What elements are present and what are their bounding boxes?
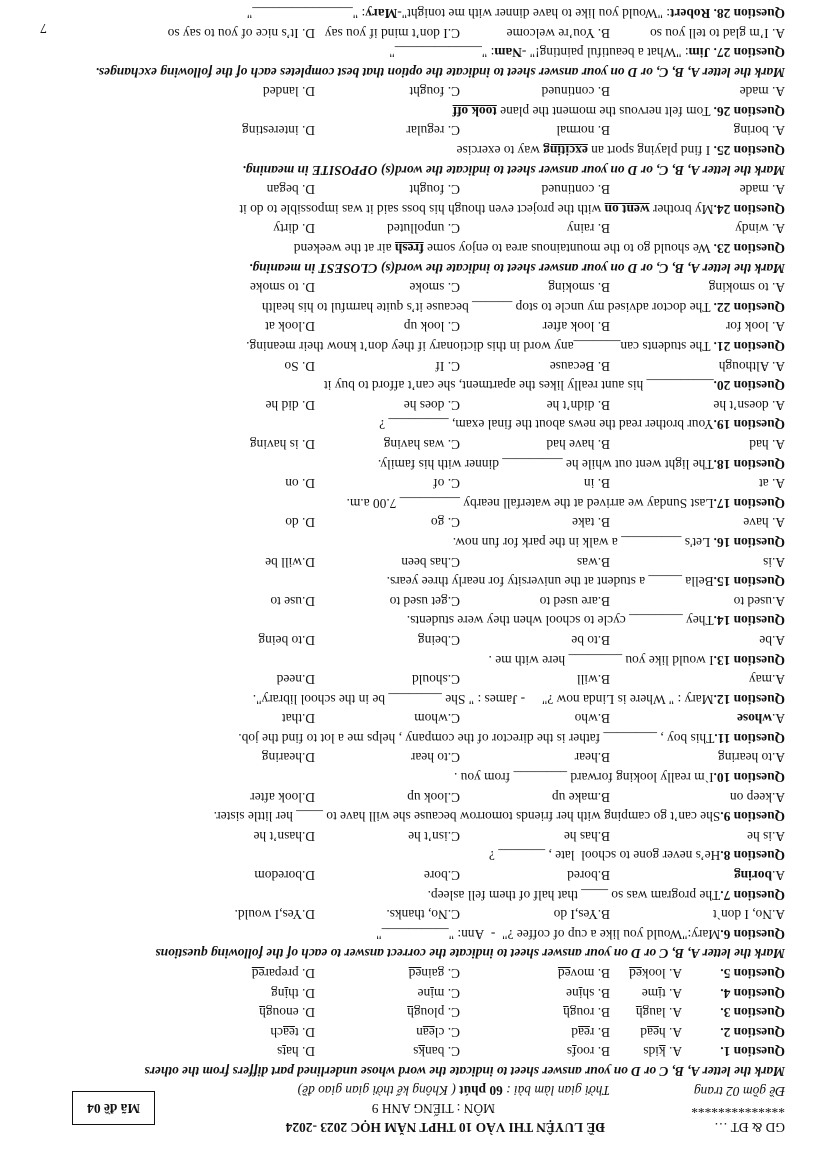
- answer-option: D.Yes,I would.: [234, 907, 315, 923]
- pronunciation-row: [35, 963, 785, 983]
- instruction-pronunciation: Mark the letter A, B, C or D on your answer sheet to indicate the word whose underlined part differs from the others: [144, 1064, 785, 1079]
- question-text: Question 15.Bella _____ a student at the university for nearly three years.: [386, 574, 785, 590]
- answer-option: A.be: [759, 632, 785, 648]
- question-text: Question 13.I would like you ________ here with me .: [488, 652, 785, 668]
- exam-title: ĐỀ LUYỆN THI VÀO 10 THPT NĂM HỌC 2023 -2024: [285, 1120, 605, 1135]
- option-suffix: d: [640, 1024, 648, 1040]
- answer-option: B. have had: [546, 437, 610, 452]
- exam-code-box: Mã đề 04: [72, 1091, 155, 1125]
- question-text: Question 25. I find playing sport an exciting way to exercise: [456, 143, 785, 159]
- option-suffix: ne: [566, 985, 579, 1001]
- answer-option: [145, 963, 315, 983]
- answer-option: [460, 1003, 610, 1023]
- answer-option: D.need: [276, 672, 315, 688]
- answer-option: [460, 1022, 610, 1042]
- page-number: 7: [40, 20, 47, 35]
- option-prefix: D. prepar: [264, 966, 315, 982]
- answer-option: A.boring: [734, 868, 785, 884]
- question-text: Question 11.This boy , ________ father is the director of the company , helps me a lot to find the job.: [238, 730, 785, 746]
- question-text: Question 7.The program was so ____ that half of them fell asleep.: [427, 887, 785, 903]
- option-prefix: B. mov: [570, 966, 610, 982]
- options-row: [35, 395, 785, 415]
- time-prefix: Thời gian làm bài :: [506, 1083, 610, 1098]
- answer-option: B. normal: [556, 123, 610, 139]
- department-label: GD & ĐT …: [714, 1120, 785, 1135]
- question-text: Question 9.She can’t go camping with her friends tomorrow because she will have to ____ her little sister.: [213, 809, 785, 825]
- option-prefix: C. cl: [434, 1024, 460, 1040]
- answer-option: B.make up: [551, 789, 610, 805]
- answer-option: C.whom: [414, 711, 460, 727]
- exchange-questions: [35, 3, 785, 62]
- underlined-part: ea: [647, 1024, 659, 1040]
- underlined-part: i: [658, 985, 662, 1001]
- answer-option: A.No, I don`t: [712, 907, 785, 923]
- option-prefix: D. enou: [272, 1005, 315, 1021]
- answer-option: A. look for: [725, 319, 785, 335]
- answer-option: A.may: [748, 672, 785, 688]
- options-row: [35, 865, 785, 885]
- answer-option: [145, 1022, 315, 1042]
- answer-option: D.use to: [270, 593, 315, 609]
- answer-option: B.to be: [571, 632, 610, 648]
- option-prefix: A. t: [661, 985, 682, 1001]
- answer-option: D. It’s nice of you to say so: [167, 25, 315, 41]
- options-row: [35, 317, 785, 337]
- answer-option: D. on: [285, 476, 315, 492]
- answer-option: B. rainy: [566, 221, 610, 237]
- options-row: [35, 787, 785, 807]
- answer-option: D.that: [281, 711, 315, 727]
- answer-option: B.has he: [563, 828, 610, 844]
- question-text: Question 14.They ________ cycle to school when they were students.: [406, 613, 785, 629]
- option-suffix: ch: [270, 1024, 284, 1040]
- answer-option: C. fought: [409, 84, 460, 100]
- underlined-part: ed: [629, 966, 642, 982]
- underlined-part: ed: [408, 966, 422, 982]
- pronunciation-row: [35, 1003, 785, 1023]
- answer-option: C. regular: [406, 123, 460, 139]
- option-prefix: B. roo: [576, 1044, 610, 1060]
- question-label: Question 3.: [720, 1005, 785, 1021]
- answer-option: [145, 1042, 315, 1062]
- options-row: [35, 552, 785, 572]
- options-row: [35, 905, 785, 925]
- underlined-part: ea: [422, 1024, 435, 1040]
- answer-option: C.bore: [423, 868, 460, 884]
- answer-option: D.hearing: [261, 750, 315, 766]
- answer-option: B.bored: [567, 868, 610, 884]
- answer-option: B.who: [574, 711, 610, 727]
- answer-option: [610, 963, 682, 983]
- underlined-part: gh: [407, 1005, 421, 1021]
- option-prefix: B. r: [589, 1024, 610, 1040]
- option-prefix: C. ban: [425, 1044, 460, 1060]
- options-row: [35, 23, 785, 43]
- answer-option: D. did he: [265, 397, 315, 413]
- instruction-closest: Mark the letter A, B, C, or D on your answer sheet to indicate the word(s) CLOSEST in meaning.: [249, 260, 785, 276]
- underlined-part: k: [418, 1044, 426, 1060]
- instruction-grammar: Mark the letter A, B, C or D on your answer sheet to indicate the correct answer to each of the following questions: [155, 946, 785, 962]
- question-label: Question 5.: [720, 966, 785, 982]
- question-text: Question 16. Let's _________ a walk in the park for fun now.: [452, 534, 785, 550]
- pronunciation-row: [35, 1042, 785, 1062]
- answer-option: D.to being: [258, 632, 315, 648]
- options-row: [35, 748, 785, 768]
- options-row: [35, 630, 785, 650]
- answer-option: [315, 1003, 460, 1023]
- answer-option: A. Although: [718, 358, 785, 374]
- exam-content: [35, 3, 785, 1137]
- answer-option: D. dirty: [273, 221, 315, 237]
- underlined-part: k: [658, 1044, 666, 1060]
- option-suffix: n: [416, 1024, 423, 1040]
- grammar-questions: [35, 278, 785, 944]
- answer-option: C. was having: [383, 437, 460, 452]
- answer-option: B. in: [583, 476, 610, 492]
- options-row: [35, 121, 785, 141]
- answer-option: D.will be: [265, 554, 315, 570]
- answer-option: D. landed: [262, 84, 315, 100]
- answer-option: C.has been: [401, 554, 460, 570]
- question-text: Question 20.__________ his aunt really likes the apartment, she can’t afford to buy it: [323, 378, 785, 394]
- answer-option: A.to hearing: [718, 750, 785, 766]
- pronunciation-row: [35, 983, 785, 1003]
- answer-option: D. do: [285, 515, 315, 531]
- answer-option: A.whose: [737, 711, 785, 727]
- answer-option: A. windy: [735, 221, 785, 237]
- answer-option: [315, 1022, 460, 1042]
- option-prefix: D. th: [288, 985, 315, 1001]
- answer-option: D. So: [284, 358, 315, 374]
- answer-option: [610, 1042, 682, 1062]
- underlined-part: i: [578, 985, 583, 1001]
- underlined-part: ea: [578, 1024, 590, 1040]
- question-text: Question 18.The light went out while he _________ dinner with his family.: [377, 456, 785, 472]
- answer-option: D. began: [266, 182, 315, 198]
- answer-option: [610, 1003, 682, 1023]
- question-text: Question 23. We should go to the mountainous area to enjoy some fresh air at the weekend: [293, 241, 785, 257]
- underlined-part: t: [282, 1044, 286, 1060]
- pronunciation-questions: [35, 963, 785, 1061]
- answer-option: [460, 983, 610, 1003]
- answer-option: A.is: [763, 554, 785, 570]
- options-row: [35, 82, 785, 102]
- answer-option: B.are used to: [539, 593, 610, 609]
- answer-option: D.boredom: [254, 868, 315, 884]
- option-prefix: B. rou: [576, 1005, 610, 1021]
- option-prefix: A. lau: [649, 1005, 682, 1021]
- answer-option: A.used to: [733, 593, 785, 609]
- question-text: Question 10.I`m really looking forward ________ from you .: [453, 770, 785, 786]
- question-label: Question 2.: [720, 1024, 785, 1040]
- option-suffix: ng: [271, 985, 285, 1001]
- option-prefix: C. gain: [421, 966, 460, 982]
- question-text: Question 26. Tom felt nervous the moment the plane took off: [452, 103, 785, 119]
- answer-option: C. of: [433, 476, 460, 492]
- answer-option: D.look after: [250, 789, 315, 805]
- option-suffix: s: [566, 1044, 573, 1060]
- option-suffix: ne: [417, 985, 431, 1001]
- answer-option: B. You’re welcome: [506, 25, 610, 41]
- question-text: Question 22. The doctor advised my uncle to stop ______ because it’s quite harmful to his health: [261, 299, 785, 315]
- answer-option: C.get used to: [389, 593, 460, 609]
- options-row: [35, 434, 785, 454]
- question-text: Question 8.He’s never gone to school late , _______ ?: [488, 848, 785, 864]
- answer-option: [610, 983, 682, 1003]
- pronunciation-row: [35, 1022, 785, 1042]
- option-prefix: C. m: [433, 985, 460, 1001]
- opposite-meaning-questions: [35, 82, 785, 160]
- instruction-exchanges: Mark the letter A, B, C, or D on your answer sheet to indicate the option that best completes each of the following exchanges.: [95, 64, 785, 80]
- answer-option: A. doesn’t he: [713, 397, 785, 413]
- option-prefix: B. sh: [582, 985, 610, 1001]
- options-row: [35, 709, 785, 729]
- answer-option: [145, 1003, 315, 1023]
- option-suffix: s: [277, 1044, 283, 1060]
- answer-option: [315, 1042, 460, 1062]
- answer-option: B. look after: [542, 319, 610, 335]
- option-suffix: s: [413, 1044, 419, 1060]
- underlined-part: f: [572, 1044, 577, 1060]
- option-suffix: me: [641, 985, 659, 1001]
- underlined-part: i: [284, 985, 289, 1001]
- question-text: Question 28. Robert: "Would you like to have dinner with me tonight"-Mary: "_______________": [246, 5, 785, 21]
- answer-option: [145, 983, 315, 1003]
- options-row: [35, 513, 785, 533]
- question-text: Question 27. Jim: "What a beautiful painting!" -Nam: "_____________": [389, 45, 785, 61]
- options-row: [35, 591, 785, 611]
- answer-option: [460, 963, 610, 983]
- answer-option: C. look up: [403, 319, 460, 335]
- answer-option: C. fought: [409, 182, 460, 198]
- subject-label: MÔN : TIẾNG ANH 9: [371, 1101, 495, 1116]
- answer-option: C.No, thanks.: [386, 907, 460, 923]
- answer-option: [315, 983, 460, 1003]
- closest-meaning-questions: [35, 180, 785, 258]
- answer-option: B.will: [576, 672, 610, 688]
- options-row: [35, 356, 785, 376]
- answer-option: A.is he: [747, 828, 785, 844]
- answer-option: C. smoke: [409, 280, 460, 296]
- answer-option: C.to hear: [410, 750, 460, 766]
- options-row: [35, 219, 785, 239]
- underlined-part: ea: [283, 1024, 295, 1040]
- answer-option: A. at: [758, 476, 785, 492]
- underlined-part: gh: [259, 1005, 273, 1021]
- answer-option: [460, 1042, 610, 1062]
- answer-option: A. to smoking: [708, 280, 785, 296]
- question-text: Question 6.Mary:"Would you like a cup of coffee ?" - Ann: "__________": [376, 926, 785, 942]
- answer-option: A. made: [739, 182, 785, 198]
- option-suffix: ids: [643, 1044, 659, 1060]
- answer-option: C.I don’t mind if you say: [324, 25, 460, 41]
- answer-option: B.was: [576, 554, 610, 570]
- underlined-part: gh: [563, 1005, 577, 1021]
- page-count-note: Đề gồm 02 trang: [693, 1084, 785, 1099]
- option-prefix: A.: [665, 1044, 682, 1060]
- time-note: [298, 1080, 610, 1100]
- answer-option: B.hear: [574, 750, 610, 766]
- underlined-part: ed: [557, 966, 571, 982]
- exam-header: [35, 1081, 785, 1137]
- option-prefix: D. t: [294, 1024, 315, 1040]
- answer-option: A. boring: [733, 123, 785, 139]
- option-prefix: D. ha: [285, 1044, 315, 1060]
- answer-option: C. If: [435, 358, 460, 374]
- underlined-part: ed: [251, 966, 265, 982]
- answer-option: A.keep on: [729, 789, 785, 805]
- options-row: [35, 180, 785, 200]
- instruction-opposite: Mark the letter A, B, C, or D on your answer sheet to indicate the word(s) OPPOSITE in meaning.: [242, 162, 785, 178]
- options-row: [35, 826, 785, 846]
- time-duration: 60 phút: [459, 1083, 503, 1098]
- option-prefix: C. plou: [420, 1005, 460, 1021]
- answer-option: [315, 963, 460, 983]
- answer-option: A. had: [749, 437, 785, 452]
- answer-option: D.hasn’t he: [253, 828, 315, 844]
- answer-option: [610, 1022, 682, 1042]
- answer-option: D. interesting: [242, 123, 315, 139]
- question-label: Question 1.: [720, 1044, 785, 1060]
- answer-option: C.isn’t he: [408, 828, 460, 844]
- answer-option: C. unpolluted: [387, 221, 460, 237]
- answer-option: B.Yes,I do: [553, 907, 610, 923]
- answer-option: D. is having: [249, 437, 315, 452]
- question-text: Question 12.Mary : " Where is Linda now ?" - James : " She ________ be in the school library".: [252, 691, 785, 707]
- answer-option: C.look up: [407, 789, 460, 805]
- answer-option: C. does he: [403, 397, 460, 413]
- answer-option: B. continued: [541, 182, 610, 198]
- question-label: Question 4.: [720, 985, 785, 1001]
- answer-option: C. go: [430, 515, 460, 531]
- star-divider: **************: [691, 1101, 785, 1116]
- answer-option: B. didn’t he: [546, 397, 610, 413]
- answer-option: A. made: [739, 84, 785, 100]
- answer-option: A. have: [743, 515, 785, 531]
- answer-option: D. to smoke: [249, 280, 315, 296]
- answer-option: B. take: [572, 515, 610, 531]
- question-text: Question 21. The students can_______any word in this dictionary if they don’t know their meaning.: [246, 339, 785, 355]
- underlined-part: gh: [635, 1005, 650, 1021]
- underlined-part: i: [430, 985, 434, 1001]
- answer-option: C.being: [417, 632, 460, 648]
- options-row: [35, 474, 785, 494]
- question-text: Question 17.Last Sunday we arrived at the waterfall nearby _________ 7.00 a.m.: [346, 495, 785, 511]
- answer-option: B. continued: [541, 84, 610, 100]
- question-text: Question 19.Your brother read the news about the final exam, _________ ?: [379, 417, 785, 433]
- options-row: [35, 278, 785, 298]
- answer-option: B. smoking: [548, 280, 610, 296]
- answer-option: A. I’m glad to tell you so: [649, 25, 785, 41]
- options-row: [35, 670, 785, 690]
- question-text: Question 24.My brother went on with the project even though his boss said it was impossible to do it: [239, 201, 785, 217]
- time-suffix: ( Không kể thời gian giao đề): [297, 1083, 456, 1098]
- option-prefix: A. look: [641, 966, 682, 982]
- answer-option: B. Because: [549, 358, 610, 374]
- option-prefix: A. h: [658, 1024, 682, 1040]
- answer-option: C.should: [412, 672, 460, 688]
- answer-option: D.look at: [265, 319, 315, 335]
- option-suffix: d: [571, 1024, 579, 1040]
